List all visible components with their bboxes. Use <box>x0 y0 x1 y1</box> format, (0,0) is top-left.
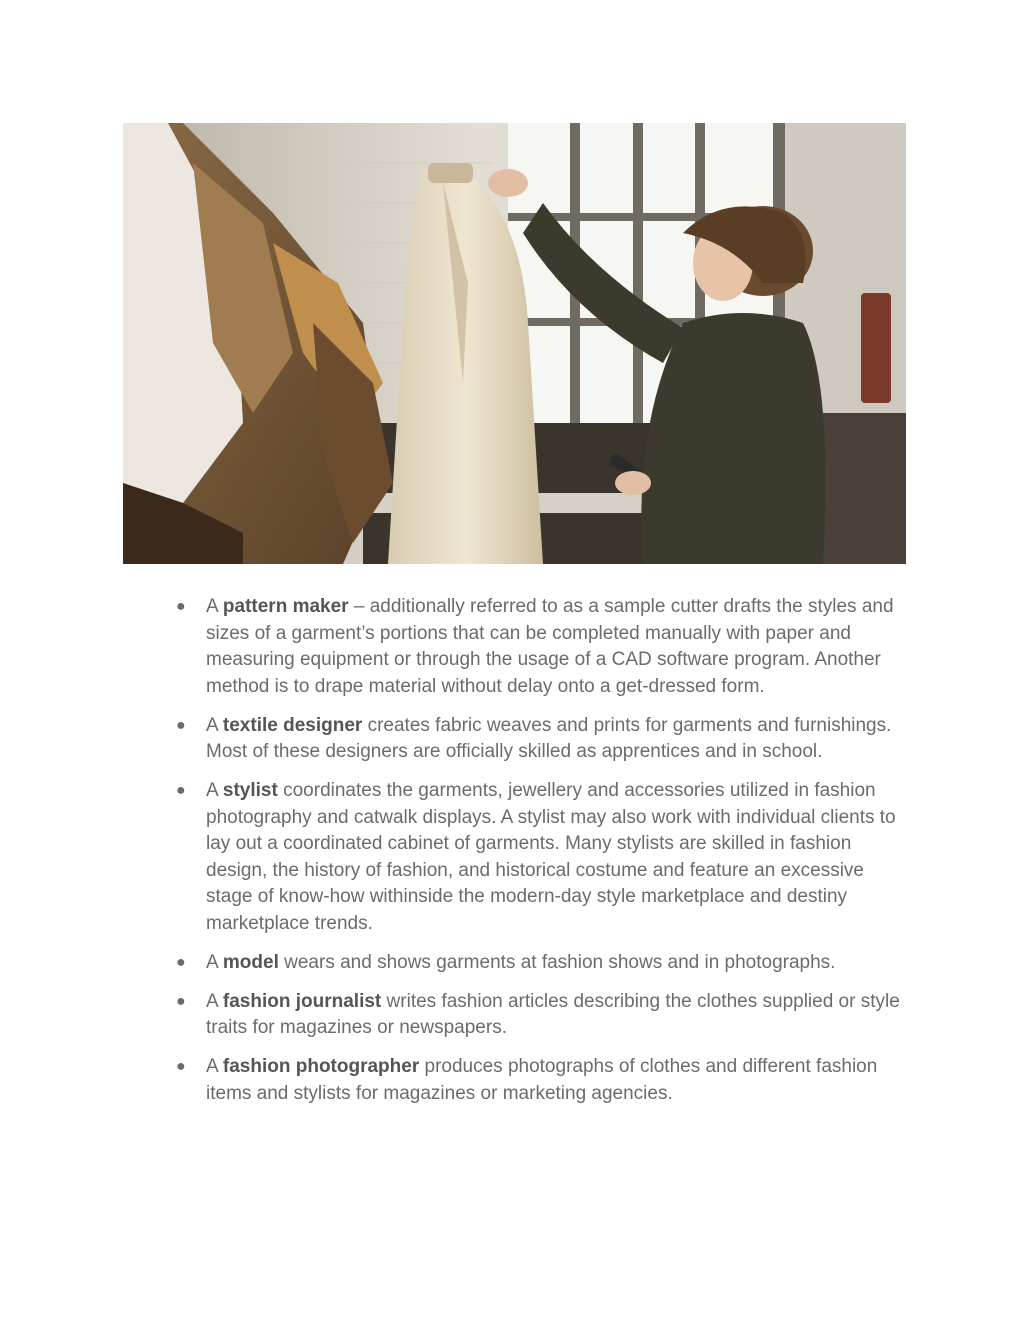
list-item: ● A pattern maker – additionally referred to as a sample cutter drafts the styles and sizes of a garment’s portions that can be completed manually with paper and measuring equipment or through the usage of a CAD software program. Another method is to drape material without delay onto a get-dressed form. <box>176 596 894 697</box>
list-item: ● A fashion photographer produces photographs of clothes and different fashion items and stylists for magazines or marketing agencies. <box>176 1056 878 1104</box>
list-item: ● A textile designer creates fabric weaves and prints for garments and furnishings. Most of these designers are officially skilled as apprentices and in school. <box>176 714 892 762</box>
designer-photo <box>123 123 906 564</box>
bullet-icon: ● <box>176 1058 186 1075</box>
role-term: fashion photographer <box>222 1056 420 1077</box>
list-item: ● A model wears and shows garments at fashion shows and in photographs. <box>172 950 912 977</box>
list-item: ● A fashion journalist writes fashion articles describing the clothes supplied or style traits for magazines or newspapers. <box>176 990 900 1038</box>
role-term: model <box>222 951 279 973</box>
role-term: fashion journalist <box>222 990 382 1012</box>
role-term: stylist <box>222 780 278 801</box>
list-item: ● A stylist coordinates the garments, jewellery and accessories utilized in fashion photography and catwalk displays. A stylist may also work with individual clients to lay out a coordinated cabinet of garments. Many stylists are skilled in fashion design, the history of fashion, and historical costume and feature an excessive stage of know-how withinside the modern-day style marketplace and destiny marketplace trends. <box>176 780 896 934</box>
bullet-icon: ● <box>176 992 186 1010</box>
role-term: textile designer <box>222 714 363 736</box>
bullet-icon: ● <box>176 598 186 615</box>
bullet-icon: ● <box>176 953 186 971</box>
role-term: pattern maker <box>222 596 349 617</box>
bullet-icon: ● <box>176 782 186 799</box>
bullet-icon: ● <box>176 716 186 734</box>
role-list <box>172 594 912 1120</box>
